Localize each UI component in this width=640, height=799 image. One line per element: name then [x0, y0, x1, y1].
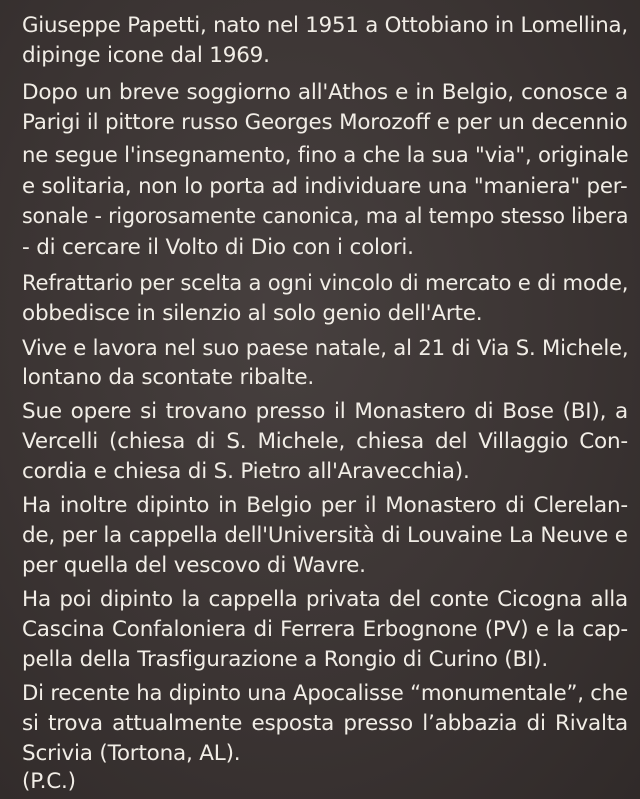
text-line: cordia e chiesa di S. Pietro all'Aravecchia). [22, 459, 470, 484]
text-line: Scrivia (Tortona, AL). [22, 741, 241, 766]
text-line: Vive e lavora nel suo paese natale, al 21 di Via S. Michele, [22, 336, 629, 361]
text-line: ne segue l'insegnamento, fino a che la sua "via", originale [22, 143, 629, 168]
text-line: per quella del vescovo di Wavre. [22, 553, 366, 578]
text-line: e solitaria, non lo porta ad individuare una "maniera" per- [22, 174, 628, 199]
text-line: si trova attualmente esposta presso l’abbazia di Rivalta [22, 711, 628, 736]
text-line: lontano da scontate ribalte. [22, 365, 315, 390]
text-line: Dopo un breve soggiorno all'Athos e in Belgio, conosce a [22, 80, 628, 105]
text-line: - di cercare il Volto di Dio con i colori. [22, 235, 414, 260]
text-line: Giuseppe Papetti, nato nel 1951 a Ottobiano in Lomellina, [22, 13, 628, 38]
text-line: obbedisce in silenzio al solo genio dell'Arte. [22, 301, 483, 326]
text-line: Sue opere si trovano presso il Monastero di Bose (BI), a [22, 399, 628, 424]
text-line: pella della Trasfigurazione a Rongio di Curino (BI). [22, 647, 548, 672]
text-line: dipinge icone dal 1969. [22, 43, 270, 68]
text-line: sonale - rigorosamente canonica, ma al tempo stesso libera [22, 204, 629, 229]
text-line: Cascina Confaloniera di Ferrera Erbognone (PV) e la cap- [22, 617, 628, 642]
text-line: Ha poi dipinto la cappella privata del conte Cicogna alla [22, 587, 628, 612]
text-line: de, per la cappella dell'Università di Louvaine La Neuve e [22, 523, 628, 548]
text-line: Di recente ha dipinto una Apocalisse “monumentale”, che [22, 681, 628, 706]
text-line: (P.C.) [22, 769, 76, 794]
text-line: Ha inoltre dipinto in Belgio per il Monastero di Clerelan- [22, 493, 628, 518]
text-line: Vercelli (chiesa di S. Michele, chiesa del Villaggio Con- [22, 429, 628, 454]
text-line: Parigi il pittore russo Georges Morozoff e per un decennio [22, 110, 628, 135]
text-line: Refrattario per scelta a ogni vincolo di mercato e di mode, [22, 271, 629, 296]
